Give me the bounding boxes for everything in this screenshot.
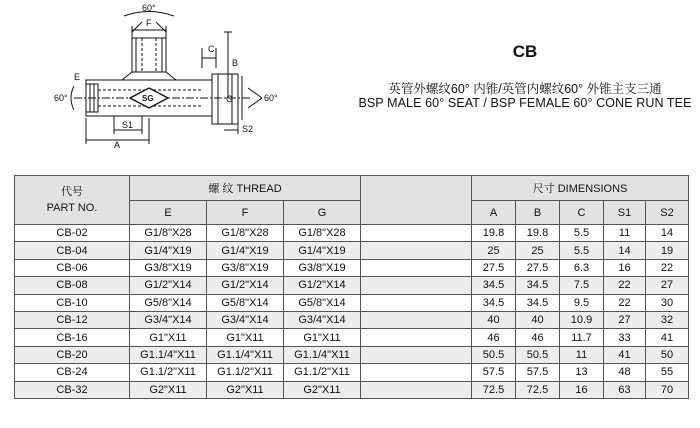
dim-s1-cell: 27 xyxy=(604,311,646,328)
thread-e-cell: G1/2"X14 xyxy=(130,277,207,294)
product-code: CB xyxy=(512,42,538,61)
table-row xyxy=(15,242,689,259)
thread-f-cell: G5/8"X14 xyxy=(207,294,284,311)
col-e-header: E xyxy=(130,201,207,225)
part-cell: CB-24 xyxy=(15,364,130,381)
blank-cell xyxy=(361,346,472,363)
dim-b-cell: 57.5 xyxy=(516,364,560,381)
dim-a-cell: 19.8 xyxy=(472,225,516,242)
dim-a-label: A xyxy=(114,140,121,150)
dim-b-cell: 34.5 xyxy=(516,294,560,311)
blank-header xyxy=(361,176,472,225)
thread-g-cell: G1/4"X19 xyxy=(284,242,361,259)
angle-right-label: 60° xyxy=(264,93,278,103)
thread-f-cell: G1.1/2"X11 xyxy=(207,364,284,381)
table-row xyxy=(15,381,689,398)
thread-g-cell: G3/4"X14 xyxy=(284,311,361,328)
dim-b-cell: 40 xyxy=(516,311,560,328)
dim-s2-label: S2 xyxy=(242,124,254,134)
thread-e-cell: G2"X11 xyxy=(130,381,207,398)
part-no-header-cn: 代号 xyxy=(61,186,83,198)
part-cell: CB-06 xyxy=(15,259,130,276)
dim-e-label: E xyxy=(74,72,81,82)
dim-a-cell: 46 xyxy=(472,329,516,346)
dim-s2-cell: 32 xyxy=(646,311,689,328)
blank-cell xyxy=(361,225,472,242)
thread-header: 螺 纹 THREAD xyxy=(130,176,361,201)
title-english: BSP MALE 60° SEAT / BSP FEMALE 60° CONE RUN TEE xyxy=(358,96,692,110)
table-row xyxy=(15,294,689,311)
dim-c-cell: 11.7 xyxy=(560,329,604,346)
dim-b-label: B xyxy=(232,58,239,68)
dim-b-cell: 46 xyxy=(516,329,560,346)
dim-a-cell: 50.5 xyxy=(472,346,516,363)
dim-s1-cell: 22 xyxy=(604,294,646,311)
dim-s2-cell: 30 xyxy=(646,294,689,311)
part-no-header xyxy=(15,176,130,225)
table-row xyxy=(15,346,689,363)
thread-e-cell: G1/4"X19 xyxy=(130,242,207,259)
dim-f-label: F xyxy=(146,18,152,28)
dim-b-cell: 50.5 xyxy=(516,346,560,363)
part-cell: CB-02 xyxy=(15,225,130,242)
part-cell: CB-20 xyxy=(15,346,130,363)
dim-s2-cell: 19 xyxy=(646,242,689,259)
dimensions-header: 尺寸 DIMENSIONS xyxy=(472,176,689,201)
thread-e-cell: G1/8"X28 xyxy=(130,225,207,242)
dim-c-cell: 13 xyxy=(560,364,604,381)
dim-s1-cell: 33 xyxy=(604,329,646,346)
table-row xyxy=(15,329,689,346)
dim-s2-cell: 70 xyxy=(646,381,689,398)
blank-cell xyxy=(361,294,472,311)
thread-g-cell: G2"X11 xyxy=(284,381,361,398)
blank-cell xyxy=(361,364,472,381)
thread-f-cell: G3/8"X19 xyxy=(207,259,284,276)
angle-top-label: 60° xyxy=(142,3,156,13)
dim-c-cell: 10.9 xyxy=(560,311,604,328)
blank-cell xyxy=(361,311,472,328)
dim-a-cell: 72.5 xyxy=(472,381,516,398)
dim-c-cell: 16 xyxy=(560,381,604,398)
blank-cell xyxy=(361,381,472,398)
thread-e-cell: G3/4"X14 xyxy=(130,311,207,328)
dim-b-cell: 34.5 xyxy=(516,277,560,294)
thread-g-cell: G3/8"X19 xyxy=(284,259,361,276)
dim-s1-cell: 14 xyxy=(604,242,646,259)
dim-a-cell: 34.5 xyxy=(472,294,516,311)
dim-c-label: C xyxy=(208,44,215,54)
dim-c-cell: 5.5 xyxy=(560,242,604,259)
col-b-header: B xyxy=(516,201,560,225)
dim-c-cell: 11 xyxy=(560,346,604,363)
part-cell: CB-04 xyxy=(15,242,130,259)
thread-g-cell: G5/8"X14 xyxy=(284,294,361,311)
dim-a-cell: 25 xyxy=(472,242,516,259)
part-cell: CB-32 xyxy=(15,381,130,398)
thread-f-cell: G1"X11 xyxy=(207,329,284,346)
thread-f-cell: G2"X11 xyxy=(207,381,284,398)
thread-g-cell: G1/8"X28 xyxy=(284,225,361,242)
blank-cell xyxy=(361,277,472,294)
col-a-header: A xyxy=(472,201,516,225)
dim-g-label: G xyxy=(226,94,234,104)
dim-s1-cell: 16 xyxy=(604,259,646,276)
col-s1-header: S1 xyxy=(604,201,646,225)
thread-f-cell: G1/2"X14 xyxy=(207,277,284,294)
dim-s1-label: S1 xyxy=(122,120,134,130)
thread-e-cell: G3/8"X19 xyxy=(130,259,207,276)
fitting-drawing xyxy=(52,2,292,150)
dim-s2-cell: 55 xyxy=(646,364,689,381)
table-row xyxy=(15,259,689,276)
blank-cell xyxy=(361,242,472,259)
dim-a-cell: 27.5 xyxy=(472,259,516,276)
table-row xyxy=(15,364,689,381)
title-chinese: 英管外螺纹60° 内锥/英管内螺纹60° 外锥主支三通 xyxy=(388,82,662,96)
thread-g-cell: G1/2"X14 xyxy=(284,277,361,294)
dim-a-cell: 57.5 xyxy=(472,364,516,381)
dim-a-cell: 40 xyxy=(472,311,516,328)
dim-c-cell: 7.5 xyxy=(560,277,604,294)
col-s2-header: S2 xyxy=(646,201,689,225)
dim-s1-cell: 63 xyxy=(604,381,646,398)
dim-b-cell: 25 xyxy=(516,242,560,259)
thread-f-cell: G1.1/4"X11 xyxy=(207,346,284,363)
dim-s1-cell: 11 xyxy=(604,225,646,242)
part-cell: CB-16 xyxy=(15,329,130,346)
dim-b-cell: 27.5 xyxy=(516,259,560,276)
dim-s1-cell: 41 xyxy=(604,346,646,363)
dim-s2-cell: 27 xyxy=(646,277,689,294)
dim-b-cell: 19.8 xyxy=(516,225,560,242)
thread-f-cell: G1/8"X28 xyxy=(207,225,284,242)
spec-table xyxy=(14,175,689,399)
dim-c-cell: 9.5 xyxy=(560,294,604,311)
dim-s2-cell: 22 xyxy=(646,259,689,276)
thread-f-cell: G1/4"X19 xyxy=(207,242,284,259)
col-g-header: G xyxy=(284,201,361,225)
thread-g-cell: G1.1/2"X11 xyxy=(284,364,361,381)
thread-e-cell: G1"X11 xyxy=(130,329,207,346)
dim-b-cell: 72.5 xyxy=(516,381,560,398)
blank-cell xyxy=(361,259,472,276)
dim-c-cell: 6.3 xyxy=(560,259,604,276)
thread-g-cell: G1.1/4"X11 xyxy=(284,346,361,363)
thread-e-cell: G5/8"X14 xyxy=(130,294,207,311)
part-cell: CB-12 xyxy=(15,311,130,328)
col-c-header: C xyxy=(560,201,604,225)
dim-c-cell: 5.5 xyxy=(560,225,604,242)
blank-cell xyxy=(361,329,472,346)
thread-e-cell: G1.1/4"X11 xyxy=(130,346,207,363)
logo-text: SG xyxy=(142,94,154,103)
dim-s1-cell: 22 xyxy=(604,277,646,294)
dim-s2-cell: 50 xyxy=(646,346,689,363)
thread-e-cell: G1.1/2"X11 xyxy=(130,364,207,381)
table-row xyxy=(15,277,689,294)
table-row xyxy=(15,225,689,242)
dim-s2-cell: 14 xyxy=(646,225,689,242)
dim-a-cell: 34.5 xyxy=(472,277,516,294)
thread-f-cell: G3/4"X14 xyxy=(207,311,284,328)
dim-s2-cell: 41 xyxy=(646,329,689,346)
table-row xyxy=(15,311,689,328)
angle-left-label: 60° xyxy=(54,93,68,103)
dim-s1-cell: 48 xyxy=(604,364,646,381)
col-f-header: F xyxy=(207,201,284,225)
part-cell: CB-10 xyxy=(15,294,130,311)
part-no-header-en: PART NO. xyxy=(46,202,98,214)
part-cell: CB-08 xyxy=(15,277,130,294)
thread-g-cell: G1"X11 xyxy=(284,329,361,346)
